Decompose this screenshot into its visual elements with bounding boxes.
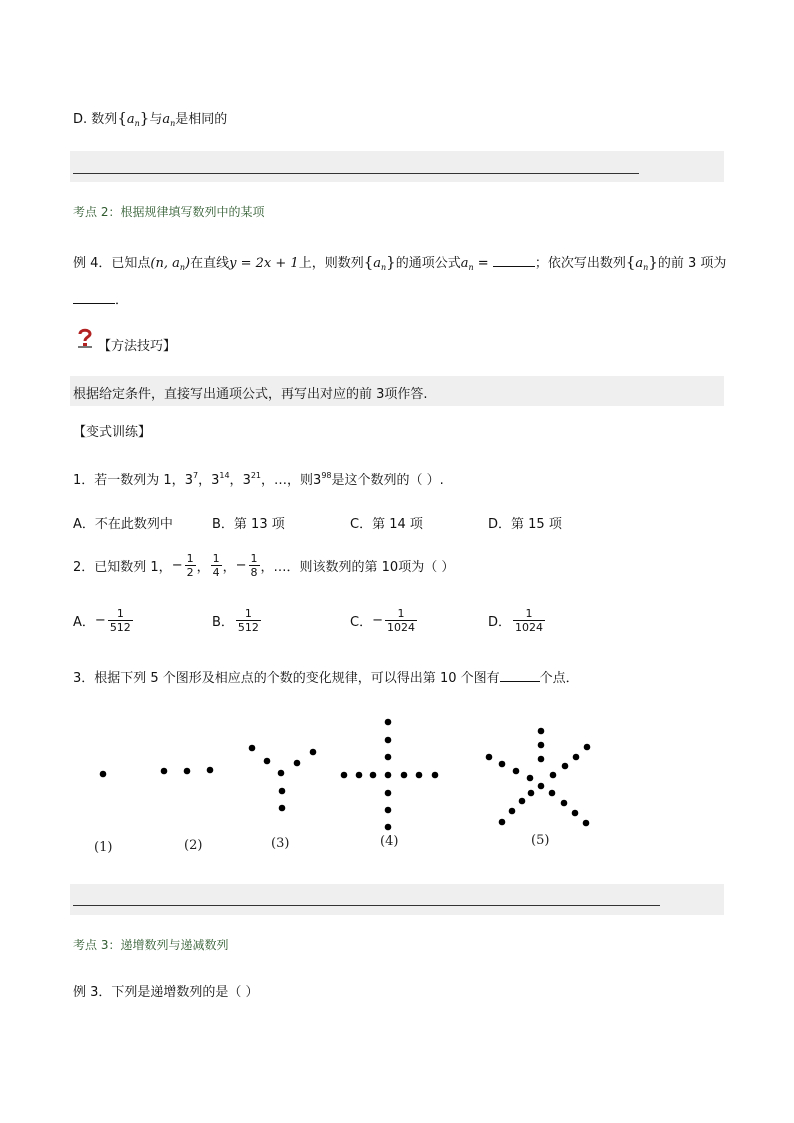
method-title: 【方法技巧】 [98, 339, 177, 354]
question-text: 是这个数列的（ ）. [331, 473, 444, 488]
question-mark-icon [76, 327, 94, 349]
fraction: $\frac{1}{8}$ [250, 552, 258, 579]
variant-title: 【变式训练】 [73, 425, 152, 440]
dot [207, 767, 214, 774]
math-sub: n [179, 263, 186, 272]
math-eq: = [473, 256, 493, 271]
math-var: a [126, 112, 135, 127]
answer-rule [73, 905, 660, 906]
figure-label: (5) [531, 833, 550, 848]
dot [385, 772, 392, 779]
dot [538, 756, 545, 763]
q2-option-c[interactable]: C． − $\frac{1}{1024}$ [350, 607, 415, 634]
power-base: 3 [242, 473, 251, 488]
dot [538, 742, 545, 749]
dot [538, 728, 545, 735]
dot [499, 819, 506, 826]
section-title-kaodian-3: 考点 3：递增数列与递减数列 [73, 938, 229, 952]
dot [385, 824, 392, 831]
figure-label: (1) [94, 840, 113, 855]
math-sub: n [170, 119, 176, 128]
math-sub: n [468, 263, 474, 272]
question-2 [73, 552, 454, 579]
dot [499, 761, 506, 768]
dot [264, 758, 271, 765]
power-exponent: 21 [250, 471, 262, 480]
dot [184, 768, 191, 775]
figure-3 [249, 745, 317, 812]
option-text: 是相同的 [175, 112, 228, 127]
math-sub: n [643, 263, 649, 272]
example-4-line2 [73, 289, 128, 308]
dot [513, 768, 520, 775]
question-text: ，…，则 [261, 473, 314, 488]
example-3-line: 例 3．下列是递增数列的是（ ） [73, 985, 259, 1000]
dot [278, 770, 285, 777]
fraction: $\frac{1}{2}$ [186, 552, 194, 579]
figure-4 [341, 719, 439, 831]
comma: ， [222, 560, 236, 575]
question-1: 1．若一数列为 1，$3^7$，$3^{14}$，$3^{21}$，…，则$3^{98}$是这个数列的（ ）. [73, 471, 444, 488]
figure-5 [486, 728, 591, 827]
dot [294, 760, 301, 767]
math-var: a [460, 256, 469, 271]
example-label: 例 4． [73, 256, 112, 271]
power-exponent: 14 [219, 471, 230, 480]
math-point-close: ) [185, 256, 191, 271]
q1-option-a[interactable]: A．不在此数列中 [73, 517, 173, 532]
dot [527, 775, 534, 782]
dot [486, 754, 493, 761]
answer-blank[interactable] [500, 681, 540, 682]
option-text: 与 [149, 112, 163, 127]
dot [562, 763, 569, 770]
answer-blank[interactable] [73, 303, 115, 304]
power-exponent: 98 [321, 471, 332, 480]
dot [310, 749, 317, 756]
dot [519, 798, 526, 805]
dot [370, 772, 377, 779]
option-letter: D. [73, 112, 88, 127]
dot [528, 790, 535, 797]
fraction: $\frac{1}{4}$ [212, 552, 220, 579]
q1-option-d[interactable]: D．第 15 项 [488, 517, 562, 532]
section-title-kaodian-2: 考点 2：根据规律填写数列中的某项 [73, 205, 265, 219]
example-text: ；依次写出数列 [534, 256, 626, 271]
power-base: 3 [211, 473, 220, 488]
power-base: 3 [313, 473, 322, 488]
example-text: 已知点 [111, 256, 151, 271]
option-d-line [73, 108, 227, 128]
figure-label: (2) [184, 838, 203, 853]
figure-2 [161, 767, 214, 775]
q2-option-b[interactable]: B． $\frac{1}{512}$ [212, 607, 259, 634]
question-text: 2．已知数列 1， [73, 560, 172, 575]
dot [573, 754, 580, 761]
method-text: 根据给定条件，直接写出通项公式，再写出对应的前 3项作答. [73, 387, 428, 402]
math-var: a [373, 256, 382, 271]
dot [385, 754, 392, 761]
dot [550, 772, 557, 779]
dot [385, 719, 392, 726]
dot [561, 800, 568, 807]
example-text: ． [115, 293, 129, 308]
dot [279, 805, 286, 812]
dot [100, 771, 107, 778]
dot [509, 808, 516, 815]
example-4-line1: 例 4．已知点(n, $a_n$)在直线y = 2x + 1上，则数列$\{a_n\}$的通项公式$a_n$ = ；依次写出数列$\{a_n\}$的前 3 项为 [73, 253, 727, 272]
math-sub: n [134, 119, 140, 128]
math-sub: n [381, 263, 387, 272]
minus-sign: − [171, 558, 183, 573]
comma: ， [196, 560, 210, 575]
dot [583, 820, 590, 827]
math-point: (n, a [150, 256, 180, 271]
dot-pattern-figures [0, 700, 794, 865]
power-exponent: 7 [192, 471, 199, 480]
answer-area [70, 884, 724, 915]
question-text: 3．根据下列 5 个图形及相应点的个数的变化规律，可以得出第 10 个图有 [73, 671, 500, 686]
dot [572, 810, 579, 817]
question-text: 1．若一数列为 1， [73, 473, 185, 488]
dot [416, 772, 423, 779]
math-line-equation: y = 2x + 1 [229, 256, 299, 271]
dot [356, 772, 363, 779]
q1-option-c[interactable]: C．第 14 项 [350, 517, 423, 532]
example-text: 的通项公式 [395, 256, 461, 271]
figure-label: (3) [271, 836, 290, 851]
math-var: a [162, 112, 171, 127]
option-text: 数列 [91, 112, 118, 127]
figure-1 [100, 771, 107, 778]
dot [279, 788, 286, 795]
q2-option-d[interactable]: D． $\frac{1}{1024}$ [488, 607, 544, 634]
dot [161, 768, 168, 775]
q1-option-b[interactable]: B．第 13 项 [212, 517, 285, 532]
example-text: 上，则数列 [298, 256, 364, 271]
dot [341, 772, 348, 779]
dot [249, 745, 256, 752]
brace: } [139, 109, 150, 127]
minus-sign: − [235, 558, 247, 573]
answer-blank[interactable] [493, 266, 535, 267]
dot [549, 790, 556, 797]
q2-option-a[interactable]: A． − $\frac{1}{512}$ [73, 607, 131, 634]
math-var: a [635, 256, 644, 271]
dot [538, 783, 545, 790]
dot [401, 772, 408, 779]
question-3 [73, 667, 579, 686]
dot [385, 737, 392, 744]
brace: { [117, 109, 127, 127]
answer-rule [73, 173, 639, 174]
example-text: 在直线 [190, 256, 230, 271]
dot [584, 744, 591, 751]
dot [432, 772, 439, 779]
figure-label: (4) [380, 834, 399, 849]
power-base: 3 [184, 473, 193, 488]
answer-area [70, 151, 724, 182]
question-text: 个点． [539, 671, 579, 686]
dot [385, 807, 392, 814]
question-text: ，…．则该数列的第 10项为（ ） [260, 560, 455, 575]
example-text: 的前 3 项为 [657, 256, 727, 271]
dot [385, 790, 392, 797]
